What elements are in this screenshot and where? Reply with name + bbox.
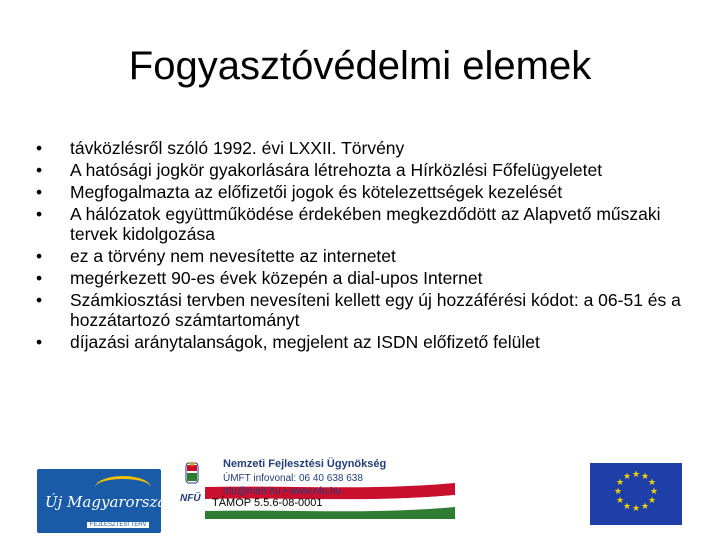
bullet-dot: •	[36, 268, 43, 288]
list-item: • díjazási aránytalanságok, megjelent az ISDN előfizető felület	[36, 332, 540, 352]
tamop-code: TÁMOP 5.5.6-08-0001	[212, 497, 323, 509]
bullet-list	[30, 138, 690, 354]
svg-text:★: ★	[631, 504, 641, 514]
list-item: • A hálózatok együttműködése érdekében megkezdődött az Alapvető műszaki tervek kidolgozása	[36, 204, 661, 244]
svg-text:★: ★	[615, 478, 625, 488]
bullet-dot: •	[36, 290, 43, 310]
list-item: • ez a törvény nem nevesítette az internetet	[36, 246, 396, 266]
bullet-dot: •	[36, 204, 43, 224]
eu-flag-icon	[590, 463, 682, 525]
agency-name: Nemzeti Fejlesztési Ügynökség	[223, 458, 387, 470]
svg-text:★: ★	[640, 502, 650, 512]
svg-text:★: ★	[631, 470, 641, 480]
nfu-logo	[178, 461, 206, 511]
uj-magyarorszag-logo	[37, 469, 176, 533]
bullet-dot: •	[36, 246, 43, 266]
svg-text:★: ★	[615, 496, 625, 506]
bullet-dot: •	[36, 182, 43, 202]
agency-contact-line: nfu@meh.hu • www.nfu.hu	[223, 486, 342, 497]
slide-title: Fogyasztóvédelmi elemek	[128, 44, 592, 88]
list-item: • távközlésről szóló 1992. évi LXXII. Törvény	[36, 138, 405, 158]
bullet-dot: •	[36, 138, 43, 158]
footer	[0, 455, 720, 540]
svg-text:★: ★	[647, 478, 657, 488]
svg-text:★: ★	[613, 487, 623, 497]
list-item: • megérkezett 90-es évek közepén a dial-upos Internet	[36, 268, 483, 288]
svg-text:★: ★	[622, 472, 632, 482]
svg-text:★: ★	[649, 487, 659, 497]
bullet-dot: •	[36, 332, 43, 352]
logo-sub-text: FEJLESZTÉSI TERV	[87, 522, 149, 528]
list-item: • A hatósági jogkör gyakorlására létrehozta a Hírközlési Főfelügyeletet	[36, 160, 603, 180]
svg-text:★: ★	[640, 472, 650, 482]
svg-text:★: ★	[622, 502, 632, 512]
list-item: • Megfogalmazta az előfizetői jogok és kötelezettségek kezelését	[36, 182, 563, 202]
svg-text:NFÜ: NFÜ	[180, 493, 201, 504]
svg-text:★: ★	[647, 496, 657, 506]
logo-script-text: Új Magyarország	[45, 493, 176, 511]
bullet-dot: •	[36, 160, 43, 180]
agency-info-line: ÚMFT infovonal: 06 40 638 638	[223, 473, 363, 484]
list-item: • Számkiosztási tervben nevesíteni kellett egy új hozzáférési kódot: a 06-51 és a hozzátartozó számtartományt	[36, 290, 681, 330]
